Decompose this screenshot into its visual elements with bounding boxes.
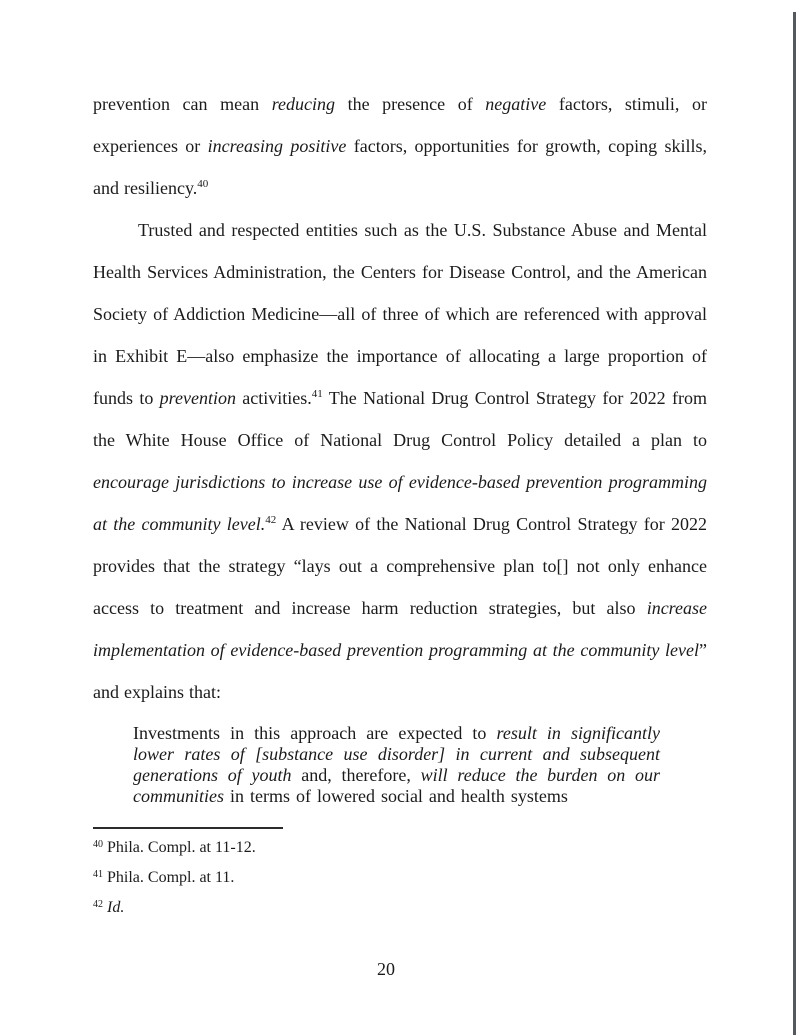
- footnote-number: 40: [93, 839, 103, 850]
- block-quote: Investments in this approach are expected to result in significantly lower rates of [substance use disorder] in current and subsequent generations of youth and, therefore, will reduce the burden on our communities in terms of lowered social and health systems: [133, 723, 660, 806]
- body-paragraph-2: Trusted and respected entities such as the U.S. Substance Abuse and Mental Health Services Administration, the Centers for Disease Control, and the American Society of Addiction Medicine—all of three of which are referenced with approval in Exhibit E—also emphasize the importance of allocating a large proportion of funds to prevention activities.$^{41}$ The National Drug Control Strategy for 2022 from the White House Office of National Drug Control Policy detailed a plan to encourage jurisdictions to increase use of evidence-based prevention programming at the community level.$^{42}$ A review of the National Drug Control Strategy for 2022 provides that the strategy “lays out a comprehensive plan to[] not only enhance access to treatment and increase harm reduction strategies, but also increase implementation of evidence-based prevention programming at the community level” and explains that:: [93, 220, 707, 702]
- footnote-number: 42: [93, 899, 103, 910]
- document-body: [93, 83, 707, 807]
- body-paragraph-1: prevention can mean reducing the presence of negative factors, stimuli, or experiences or increasing positive factors, opportunities for growth, coping skills, and resiliency.$^{40}$: [93, 94, 707, 198]
- footnote-separator: [93, 827, 283, 829]
- footnote-text: Phila. Compl. at 11.: [103, 869, 235, 886]
- footnote-40: [93, 837, 707, 858]
- page-right-edge-line: [793, 12, 796, 1035]
- page-number: 20: [377, 959, 395, 979]
- footnote-number: 41: [93, 869, 103, 880]
- footnote-text: Id.: [107, 899, 125, 916]
- footnote-41: [93, 867, 707, 888]
- footnote-42: [93, 897, 707, 918]
- footnotes-section: [93, 827, 707, 927]
- footnote-text: Phila. Compl. at 11-12.: [103, 839, 256, 856]
